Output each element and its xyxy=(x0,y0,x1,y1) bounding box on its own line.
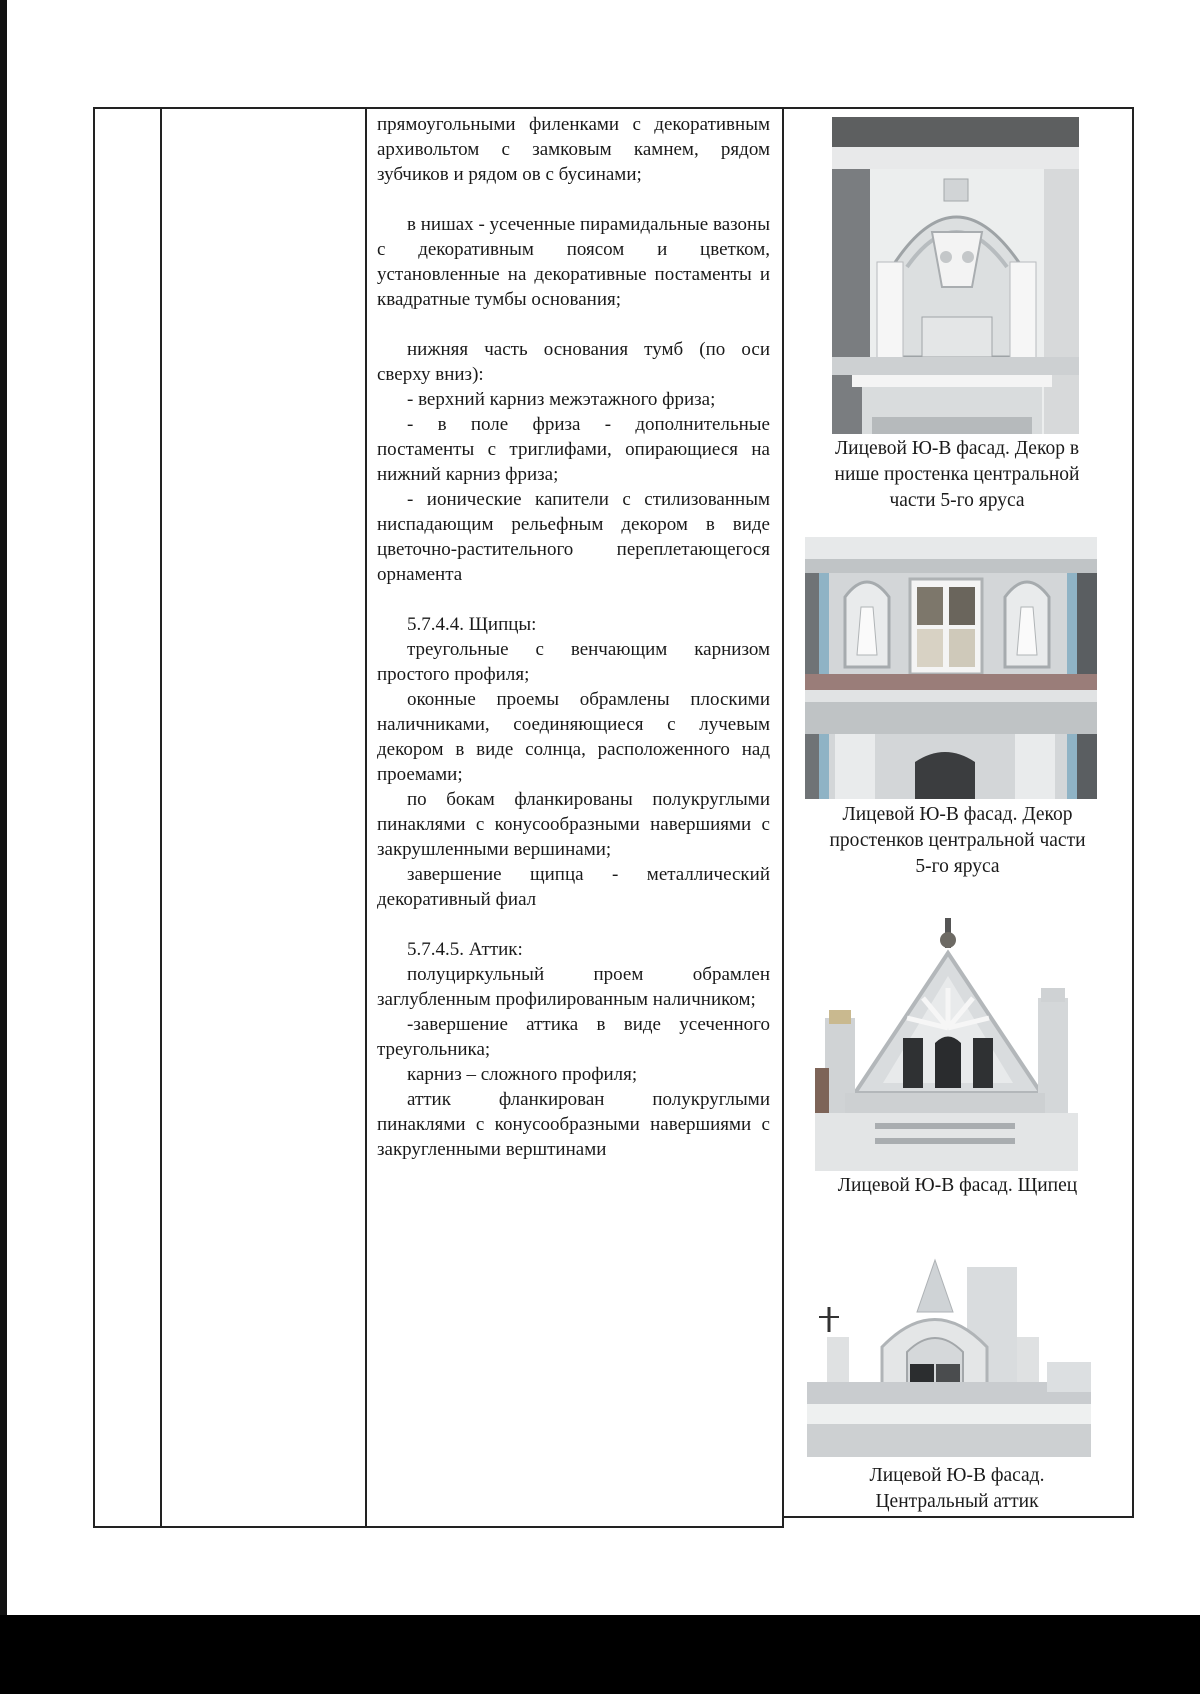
paragraph-gap xyxy=(377,587,770,612)
text-paragraph: полуциркульный проем обрамлен заглубленным профилированным наличником; xyxy=(377,964,770,1010)
table-bottom-border xyxy=(93,1526,783,1528)
scan-left-edge xyxy=(0,0,7,1694)
text-paragraph: -завершение аттика в виде усеченного треугольника; xyxy=(377,1014,770,1060)
table-bottom-border-right xyxy=(783,1516,1134,1518)
table-col-line-1 xyxy=(93,107,95,1528)
text-paragraph: прямоугольными филенками с декоративным архивольтом с замковым камнем, рядом зубчиков и рядом ов с бусинами; xyxy=(377,114,770,185)
table-top-border xyxy=(93,107,1134,109)
caption-line: части 5-го яруса xyxy=(889,490,1025,511)
caption-gable xyxy=(790,1173,1125,1199)
section-heading: 5.7.4.5. Аттик: xyxy=(407,939,523,960)
text-paragraph: треугольные с венчающим карнизом простого профиля; xyxy=(377,639,770,685)
caption-line: 5-го яруса xyxy=(915,856,1000,877)
text-paragraph: по бокам фланкированы полукруглыми пинаклями с конусообразными навершиями с закрушленными вершинами; xyxy=(377,789,770,860)
piers-photo xyxy=(805,537,1097,799)
table-col-line-5 xyxy=(1132,107,1134,1518)
niche-vase-photo xyxy=(832,117,1079,434)
text-paragraph: - в поле фриза - дополнительные постаменты с триглифами, опирающиеся на нижний карниз фриза; xyxy=(377,414,770,485)
caption-line: Лицевой Ю-В фасад. Щипец xyxy=(837,1175,1078,1196)
attic-photo xyxy=(807,1252,1091,1457)
paragraph-gap xyxy=(377,912,770,937)
text-paragraph: в нишах - усеченные пирамидальные вазоны с декоративным поясом и цветком, установленные на декоративные постаменты и квадратные тумбы основания; xyxy=(377,214,770,310)
description-text-column xyxy=(377,112,770,1162)
table-col-line-2 xyxy=(160,107,162,1528)
caption-piers xyxy=(790,802,1125,880)
caption-attic xyxy=(797,1463,1117,1515)
text-paragraph: оконные проемы обрамлены плоскими наличниками, соединяющиеся с лучевым декором в виде солнца, расположенного над проемами; xyxy=(377,689,770,785)
caption-line: Лицевой Ю-В фасад. Декор в xyxy=(834,438,1080,459)
caption-line: Лицевой Ю-В фасад. xyxy=(869,1465,1045,1486)
paragraph-gap xyxy=(377,312,770,337)
text-paragraph: - ионические капители с стилизованным ниспадающим рельефным декором в виде цветочно-растительного переплетающегося орнамента xyxy=(377,489,770,585)
caption-line: простенков центральной части xyxy=(829,830,1086,851)
caption-line: Лицевой Ю-В фасад. Декор xyxy=(842,804,1073,825)
scan-bottom-bar xyxy=(0,1615,1200,1694)
section-heading: 5.7.4.4. Щипцы: xyxy=(407,614,537,635)
paragraph-gap xyxy=(377,187,770,212)
table-col-line-4 xyxy=(782,107,784,1528)
text-paragraph: нижняя часть основания тумб (по оси сверху вниз): xyxy=(377,339,770,385)
caption-line: Центральный аттик xyxy=(875,1491,1039,1512)
text-paragraph: завершение щипца - металлический декоративный фиал xyxy=(377,864,770,910)
text-paragraph: карниз – сложного профиля; xyxy=(407,1064,638,1085)
table-col-line-3 xyxy=(365,107,367,1528)
caption-line: нише простенка центральной xyxy=(834,464,1080,485)
gable-photo xyxy=(815,918,1078,1171)
caption-niche-vase xyxy=(797,436,1117,514)
text-paragraph: аттик фланкирован полукруглыми пинаклями с конусообразными навершиями с закругленными верштинами xyxy=(377,1089,770,1160)
text-paragraph: - верхний карниз межэтажного фриза; xyxy=(407,389,716,410)
